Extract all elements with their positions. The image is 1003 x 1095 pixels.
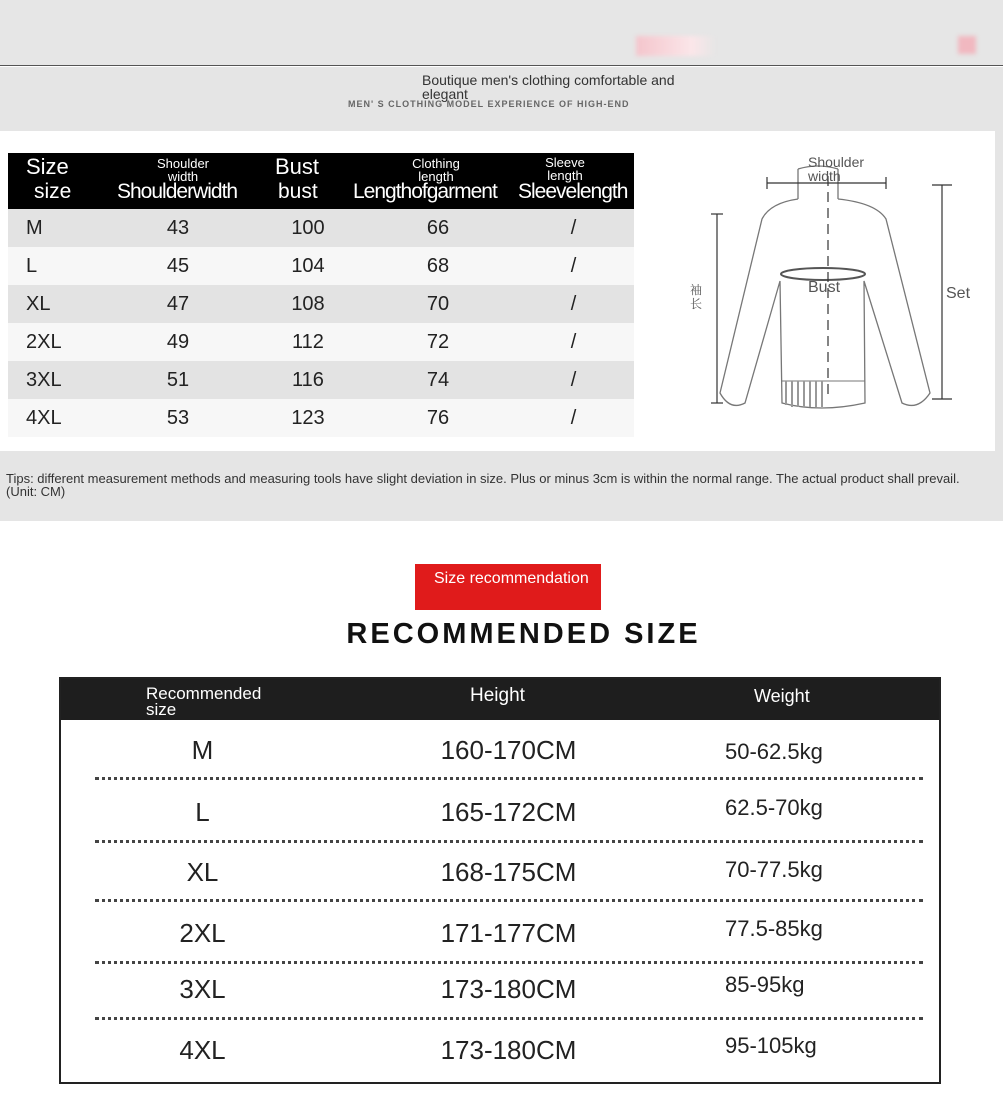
row-divider xyxy=(95,777,923,780)
row-divider xyxy=(95,840,923,843)
table-row xyxy=(8,399,634,437)
recommendation-row xyxy=(61,974,939,1034)
recommended-size-title: RECOMMENDED SIZE xyxy=(346,618,701,650)
decorative-blur xyxy=(958,36,976,54)
cell-size: 4XL xyxy=(26,406,62,429)
table-row xyxy=(8,285,634,323)
col-label-bottom: size xyxy=(34,180,72,203)
cell-sleeve: / xyxy=(570,292,577,315)
rec-height: 173-180CM xyxy=(440,1035,577,1065)
rec-size: 3XL xyxy=(179,974,226,1004)
rec-size: M xyxy=(191,735,214,765)
cell-size: L xyxy=(26,254,38,277)
bust-label: Bust xyxy=(808,279,841,296)
cell-bust: 112 xyxy=(292,330,324,353)
table-row xyxy=(8,361,634,399)
cell-sleeve: / xyxy=(570,216,577,239)
header-height: Height xyxy=(470,685,525,706)
rec-weight: 95-105kg xyxy=(725,1033,817,1058)
col-label-top: Size xyxy=(26,154,69,179)
col-label-bottom: bust xyxy=(278,180,318,203)
rec-weight: 85-95kg xyxy=(725,972,805,997)
slogan-subtitle: MEN' S CLOTHING MODEL EXPERIENCE OF HIGH-END xyxy=(348,99,630,109)
col-label-bottom: Shoulderwidth xyxy=(117,180,238,203)
col-shoulder xyxy=(103,153,253,209)
cell-length: 76 xyxy=(426,406,450,429)
rec-height: 171-177CM xyxy=(440,918,577,948)
slogan: Boutique men's clothing comfortable and elegant xyxy=(422,72,675,102)
cell-sleeve: / xyxy=(570,254,577,277)
cell-shoulder: 53 xyxy=(166,406,190,429)
cell-bust: 123 xyxy=(291,406,325,429)
recommendation-row xyxy=(61,857,939,917)
rec-weight: 62.5-70kg xyxy=(725,795,823,820)
cell-size: 3XL xyxy=(26,368,62,391)
size-table-body xyxy=(8,209,634,437)
cell-bust: 116 xyxy=(292,368,324,391)
recommendation-table-header xyxy=(61,679,939,720)
row-divider xyxy=(95,1017,923,1020)
cell-shoulder: 49 xyxy=(166,330,190,353)
rec-size: XL xyxy=(186,857,219,887)
sleeve-length-label: 袖长 xyxy=(690,283,703,311)
recommendation-row xyxy=(61,797,939,857)
col-label-top: Shoulder width xyxy=(156,156,210,184)
row-divider xyxy=(95,899,923,902)
cell-length: 66 xyxy=(426,216,450,239)
rec-size: L xyxy=(195,797,210,827)
cell-shoulder: 43 xyxy=(166,216,190,239)
col-label-top: Bust xyxy=(275,154,320,179)
col-label-bottom: Sleevelength xyxy=(518,180,628,203)
cell-sleeve: / xyxy=(570,406,577,429)
garment-diagram xyxy=(690,141,990,441)
cell-size: M xyxy=(26,216,43,239)
size-panel xyxy=(0,131,995,451)
col-bust xyxy=(253,153,363,209)
top-banner xyxy=(0,0,1003,66)
col-label-top: Sleeve length xyxy=(545,155,585,183)
size-table-header xyxy=(8,153,634,209)
rec-size: 2XL xyxy=(179,918,226,948)
cell-bust: 104 xyxy=(291,254,325,277)
cell-length: 68 xyxy=(426,254,450,277)
shoulder-width-label: Shoulder width xyxy=(808,154,865,184)
rec-weight: 50-62.5kg xyxy=(725,739,823,764)
rec-height: 165-172CM xyxy=(440,797,577,827)
table-row xyxy=(8,209,634,247)
header-band xyxy=(0,67,1003,129)
cell-size: 2XL xyxy=(26,330,62,353)
rec-size: 4XL xyxy=(179,1035,226,1065)
table-row xyxy=(8,247,634,285)
recommendation-row xyxy=(61,735,939,795)
cell-bust: 108 xyxy=(291,292,325,315)
recommendation-table xyxy=(59,677,941,1084)
row-divider xyxy=(95,961,923,964)
size-recommendation-badge: Size recommendation xyxy=(415,564,601,610)
cell-shoulder: 51 xyxy=(166,368,190,391)
cell-sleeve: / xyxy=(570,368,577,391)
decorative-blur xyxy=(636,36,716,56)
cell-length: 74 xyxy=(426,368,450,391)
size-table xyxy=(8,153,634,437)
rec-height: 160-170CM xyxy=(440,735,577,765)
col-sleeve xyxy=(513,153,634,209)
cell-size: XL xyxy=(26,292,51,315)
clothing-length-label: Set xyxy=(946,285,971,302)
cell-sleeve: / xyxy=(570,330,577,353)
col-length xyxy=(353,153,513,209)
cell-shoulder: 47 xyxy=(166,292,190,315)
col-label-bottom: Lengthofgarment xyxy=(353,180,497,203)
cell-length: 70 xyxy=(426,292,450,315)
rec-weight: 70-77.5kg xyxy=(725,857,823,882)
rec-weight: 77.5-85kg xyxy=(725,916,823,941)
cell-bust: 100 xyxy=(291,216,325,239)
header-recommended-size: Recommended size xyxy=(146,684,262,719)
recommendation-row xyxy=(61,1035,939,1095)
col-size xyxy=(8,153,103,209)
rec-height: 168-175CM xyxy=(440,857,577,887)
rec-height: 173-180CM xyxy=(440,974,577,1004)
table-row xyxy=(8,323,634,361)
cell-length: 72 xyxy=(426,330,450,353)
size-section xyxy=(0,129,1003,521)
header-weight: Weight xyxy=(754,686,810,706)
measurement-tips: Tips: different measurement methods and measuring tools have slight deviation in size. Plus or minus 3cm is within the normal range. The actual product shall prevail. (Unit: CM) xyxy=(6,471,960,499)
col-label-top: Clothing length xyxy=(412,156,460,184)
recommendation-row xyxy=(61,918,939,978)
cell-shoulder: 45 xyxy=(166,254,190,277)
